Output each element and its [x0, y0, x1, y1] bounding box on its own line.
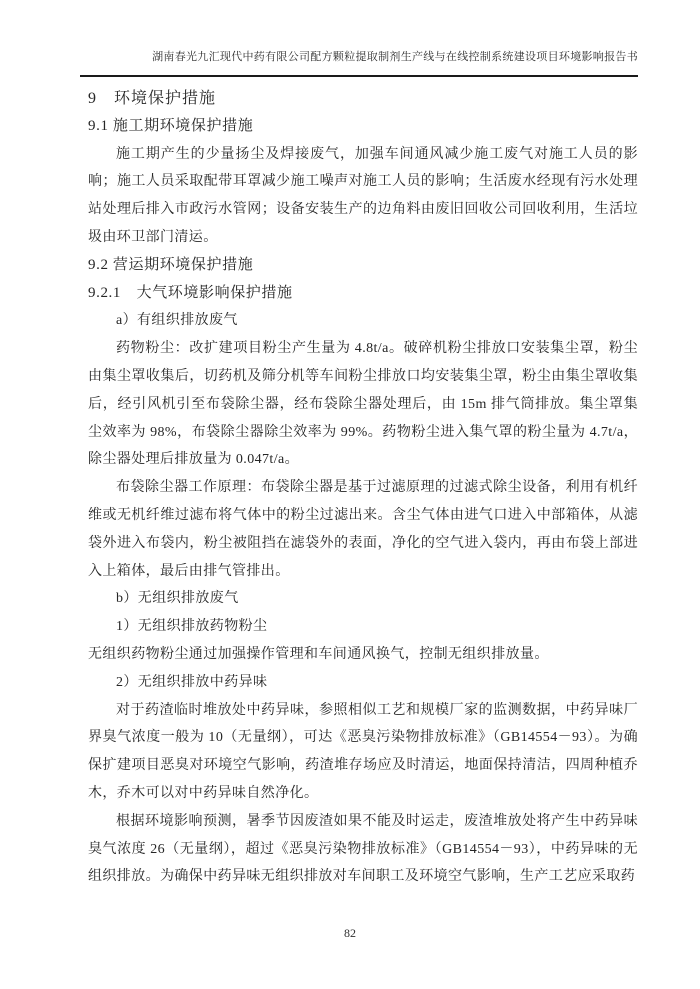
heading-section-9-1: 9.1 施工期环境保护措施 — [88, 117, 254, 134]
para-construction-measures: 施工期产生的少量扬尘及焊接废气，加强车间通风减少施工废气对施工人员的影响；施工人员采取配带耳罩减少施工噪声对施工人员的影响；生活废水经现有污水处理站处理后排入市政污水管网；设备安装生产的边角料由废旧回收公司回收利用，生活垃圾由环卫部门清运。 — [88, 146, 638, 245]
page-header-title: 湖南春光九汇现代中药有限公司配方颗粒提取制剂生产线与在线控制系统建设项目环境影响报告书 — [152, 51, 638, 63]
heading-chapter-9: 9 环境保护措施 — [88, 90, 217, 107]
item-2-tcm-odor: 2）无组织排放中药异味 — [116, 674, 268, 690]
document-body — [88, 85, 638, 891]
para-fugitive-dust-management: 无组织药物粉尘通过加强操作管理和车间通风换气，控制无组织排放量。 — [88, 646, 549, 662]
heading-section-9-2: 9.2 营运期环境保护措施 — [88, 256, 254, 273]
para-baghouse-principle: 布袋除尘器工作原理：布袋除尘器是基于过滤原理的过滤式除尘设备，利用有机纤维或无机纤维过滤布将气体中的粉尘过滤出来。含尘气体由进气口进入中部箱体，从滤袋外进入布袋内，粉尘被阻挡在滤袋外的表面，净化的空气进入袋内，再由布袋上部进入上箱体，最后由排气管排出。 — [88, 480, 638, 579]
heading-section-9-2-1: 9.2.1 大气环境影响保护措施 — [88, 284, 293, 301]
page-number: 82 — [344, 926, 356, 940]
header-divider-rule — [80, 75, 638, 77]
para-odor-prediction: 根据环境影响预测，暑季节因废渣如果不能及时运走，废渣堆放处将产生中药异味臭气浓度 26（无量纲），超过《恶臭污染物排放标准》（GB14554－93），中药异味的无组织排放。为确保中药异味无组织排放对车间职工及环境空气影响，生产工艺应采取药 — [88, 813, 638, 885]
para-drug-dust-control: 药物粉尘：改扩建项目粉尘产生量为 4.8t/a。破碎机粉尘排放口安装集尘罩，粉尘由集尘罩收集后，切药机及筛分机等车间粉尘排放口均安装集尘罩，粉尘由集尘罩收集后，经引风机引至布袋除尘器，经布袋除尘器处理后，由 15m 排气筒排放。集尘罩集尘效率为 98%，布袋除尘器除尘效率为 99%。药物粉尘进入集气罩的粉尘量为 4.7t/a，除尘器处理后排放量为 0.047t/a。 — [88, 341, 638, 468]
item-1-fugitive-drug-dust: 1）无组织排放药物粉尘 — [116, 619, 268, 635]
item-a-organized-exhaust: a）有组织排放废气 — [116, 313, 238, 329]
item-b-fugitive-exhaust: b）无组织排放废气 — [116, 591, 239, 607]
para-odor-standard: 对于药渣临时堆放处中药异味，参照相似工艺和规模厂家的监测数据，中药异味厂界臭气浓度一般为 10（无量纲），可达《恶臭污染物排放标准》（GB14554－93）。为确保扩建项目恶臭对环境空气影响，药渣堆存场应及时清运，地面保持清洁，四周种植乔木，乔木可以对中药异味自然净化。 — [88, 702, 638, 801]
